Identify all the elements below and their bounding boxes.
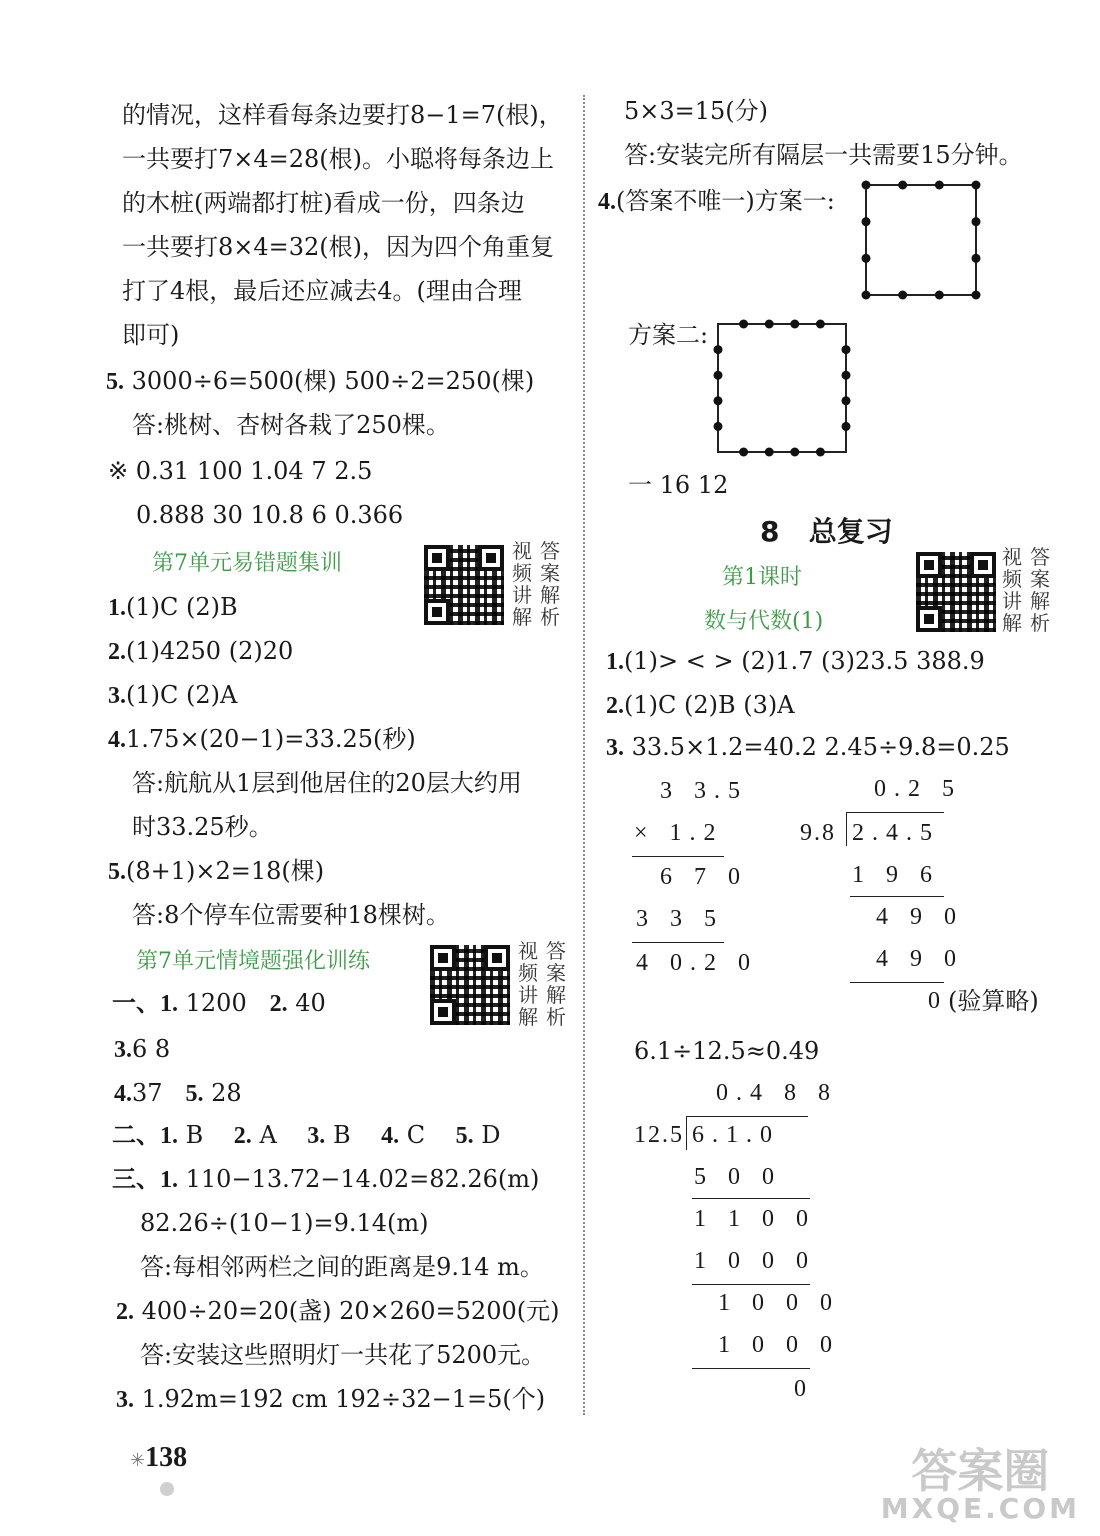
mul-line: 4 0.2 0 [636,950,758,976]
tree-dot [972,217,981,226]
mul-rule [632,942,724,943]
tree-dot [842,396,851,405]
tree-dot [714,422,723,431]
tree-dot [842,371,851,380]
section-title-context: 第7单元情境题强化训练 [136,949,370,974]
intro-line: 的木桩(两端都打桩)看成一份，四条边 [122,189,525,217]
page-star-icon: ✳ [130,1450,146,1470]
div1-divisor: 9.8 [800,820,836,846]
tree-dot [790,448,799,457]
s1-answer-1: 1.(1)C (2)B [108,593,238,621]
div2-bar [686,1116,808,1117]
div2-rule [692,1198,810,1199]
star-values-1: 0.31 100 1.04 7 2.5 [135,457,373,485]
s1-q5-answer: 答:8个停车位需要种18棵树。 [132,901,450,929]
tree-dot [842,422,851,431]
r-answer-3b: 6.1÷12.5≈0.49 [634,1037,820,1065]
tree-dot [816,320,825,329]
r-answer-2: 2.(1)C (2)B (3)A [606,691,795,719]
tree-dot [972,254,981,263]
s2-part3-line3: 2. 400÷20=20(盏) 20×260=5200(元) [116,1297,560,1325]
s1-q4-answer-1: 答:航航从1层到他居住的20层大约用 [132,769,522,797]
tree-dot [714,371,723,380]
qr-label: 视 答 频 案 讲 解 解 析 [518,939,566,1029]
section-title-errors: 第7单元易错题集训 [152,551,342,576]
mul-line: 3 3.5 [660,778,748,804]
qr-label: 视 答 频 案 讲 解 解 析 [512,539,560,629]
div1-step: 4 9 0 [876,946,964,972]
s2-part3-answer2: 答:安装这些照明灯一共花了5200元。 [140,1341,546,1369]
star-row [108,456,372,486]
div2-step: 1 0 0 0 [694,1248,816,1274]
div2-step: 1 0 0 0 [718,1332,840,1358]
page-dot-icon [160,1482,174,1496]
div2-step: 1 1 0 0 [694,1206,816,1232]
div1-step: 1 9 6 [852,862,940,888]
qr-code-icon[interactable] [430,945,510,1025]
div1-step: 4 9 0 [876,904,964,930]
plans-count: 一 16 12 [628,471,729,499]
s1-answer-2: 2.(1)4250 (2)20 [108,637,294,665]
tree-dot [714,345,723,354]
tree-dot [765,320,774,329]
lesson-subtitle: 数与代数(1) [704,609,824,634]
star-values-2: 0.888 30 10.8 6 0.366 [136,501,404,529]
q5-text: 3000÷6=500(棵) 500÷2=250(棵) [131,367,535,395]
r-q4: 4.(答案不唯一)方案一: [598,187,835,215]
tree-dot [765,448,774,457]
s1-answer-5: 5.(8+1)×2=18(棵) [108,857,325,885]
intro-line: 的情况，这样看每条边要打8−1=7(根)， [122,101,563,129]
s2-part3-line1: 三、1. 110−13.72−14.02=82.26(m) [112,1165,540,1193]
tree-dot [862,181,871,190]
div2-step: 0 [794,1376,814,1402]
s2-part3-line2: 82.26÷(10−1)=9.14(m) [140,1209,429,1237]
s1-answer-4: 4.1.75×(20−1)=33.25(秒) [108,725,416,753]
tree-dot [739,448,748,457]
div2-dividend: 6.1.0 [692,1122,780,1148]
div1-quotient: 0.2 5 [874,776,962,802]
mul-rule [632,856,724,857]
div1-bracket [846,812,847,846]
chapter-heading: 8 总复习 [760,515,893,548]
plan2-diagram [706,314,856,458]
qr-code-icon[interactable] [916,552,996,632]
watermark: 答案圈 MXQE.COM [880,1444,1080,1525]
s2-part1-line2: 3.6 8 [114,1035,171,1063]
div2-divisor: 12.5 [634,1122,684,1148]
tree-dot [972,181,981,190]
r-top-1: 5×3=15(分) [624,97,769,125]
div2-step: 1 0 0 0 [718,1290,840,1316]
q5-answer: 答:桃树、杏树各栽了250棵。 [132,411,450,439]
intro-line: 打了4根，最后还应减去4。(理由合理 [122,277,522,305]
div1-dividend: 2.4.5 [852,820,940,846]
tree-dot [739,320,748,329]
check-note: (验算略) [948,987,1039,1015]
qr-code-icon[interactable] [424,545,504,625]
s1-q4-answer-2: 时33.25秒。 [132,813,273,841]
tree-dot [898,291,907,300]
tree-dot [862,291,871,300]
div1-rule [850,896,944,897]
page-number: ✳138 [130,1442,188,1473]
mul-line: 6 7 0 [660,864,748,890]
s2-part1-line3: 4.37 5. 28 [114,1079,242,1107]
r-answer-3: 3. 33.5×1.2=40.2 2.45÷9.8=0.25 [606,733,1010,761]
tree-dot [816,448,825,457]
tree-dot [842,345,851,354]
div1-rule [850,982,944,983]
tree-dot [790,320,799,329]
star-mark: ※ [108,457,129,485]
column-divider [583,95,585,1415]
tree-dot [714,396,723,405]
tree-dot [862,254,871,263]
q5-number: 5. [106,369,124,395]
div2-rule [692,1368,810,1369]
div2-bracket [686,1116,687,1150]
s2-part2-line: 二、1. B 2. A 3. B 4. C 5. D [112,1121,501,1149]
plan2-label: 方案二: [628,321,709,349]
div2-step: 5 0 0 [694,1164,782,1190]
s2-part3-answer1: 答:每相邻两栏之间的距离是9.14 m。 [140,1253,544,1281]
r-answer-1: 1.(1)> < > (2)1.7 (3)23.5 388.9 [606,647,985,675]
tree-dot [935,181,944,190]
s2-part1-line1: 一、1. 1200 2. 40 [112,989,326,1017]
lesson-title: 第1课时 [722,565,802,590]
mul-line: × 1.2 [634,820,724,846]
tree-dot [935,291,944,300]
intro-line: 一共要打7×4=28(根)。小聪将每条边上 [122,145,555,173]
s1-answer-3: 3.(1)C (2)A [108,681,238,709]
div2-quotient: 0.4 8 8 [716,1080,838,1106]
s2-part3-line4: 3. 1.92m=192 cm 192÷32−1=5(个) [116,1385,546,1413]
intro-line: 一共要打8×4=32(根)，因为四个角重复 [122,233,555,261]
div1-step: 0 [928,988,948,1014]
tree-dot [898,181,907,190]
plan1-diagram [850,175,990,305]
mul-line: 3 3 5 [636,906,724,932]
q5-line [106,366,534,397]
r-top-2: 答:安装完所有隔层一共需要15分钟。 [624,141,1023,169]
div2-rule [692,1284,810,1285]
div1-bar [846,812,944,813]
qr-label: 视 答 频 案 讲 解 解 析 [1002,545,1050,635]
intro-line: 即可) [122,321,180,349]
tree-dot [972,291,981,300]
tree-dot [862,217,871,226]
